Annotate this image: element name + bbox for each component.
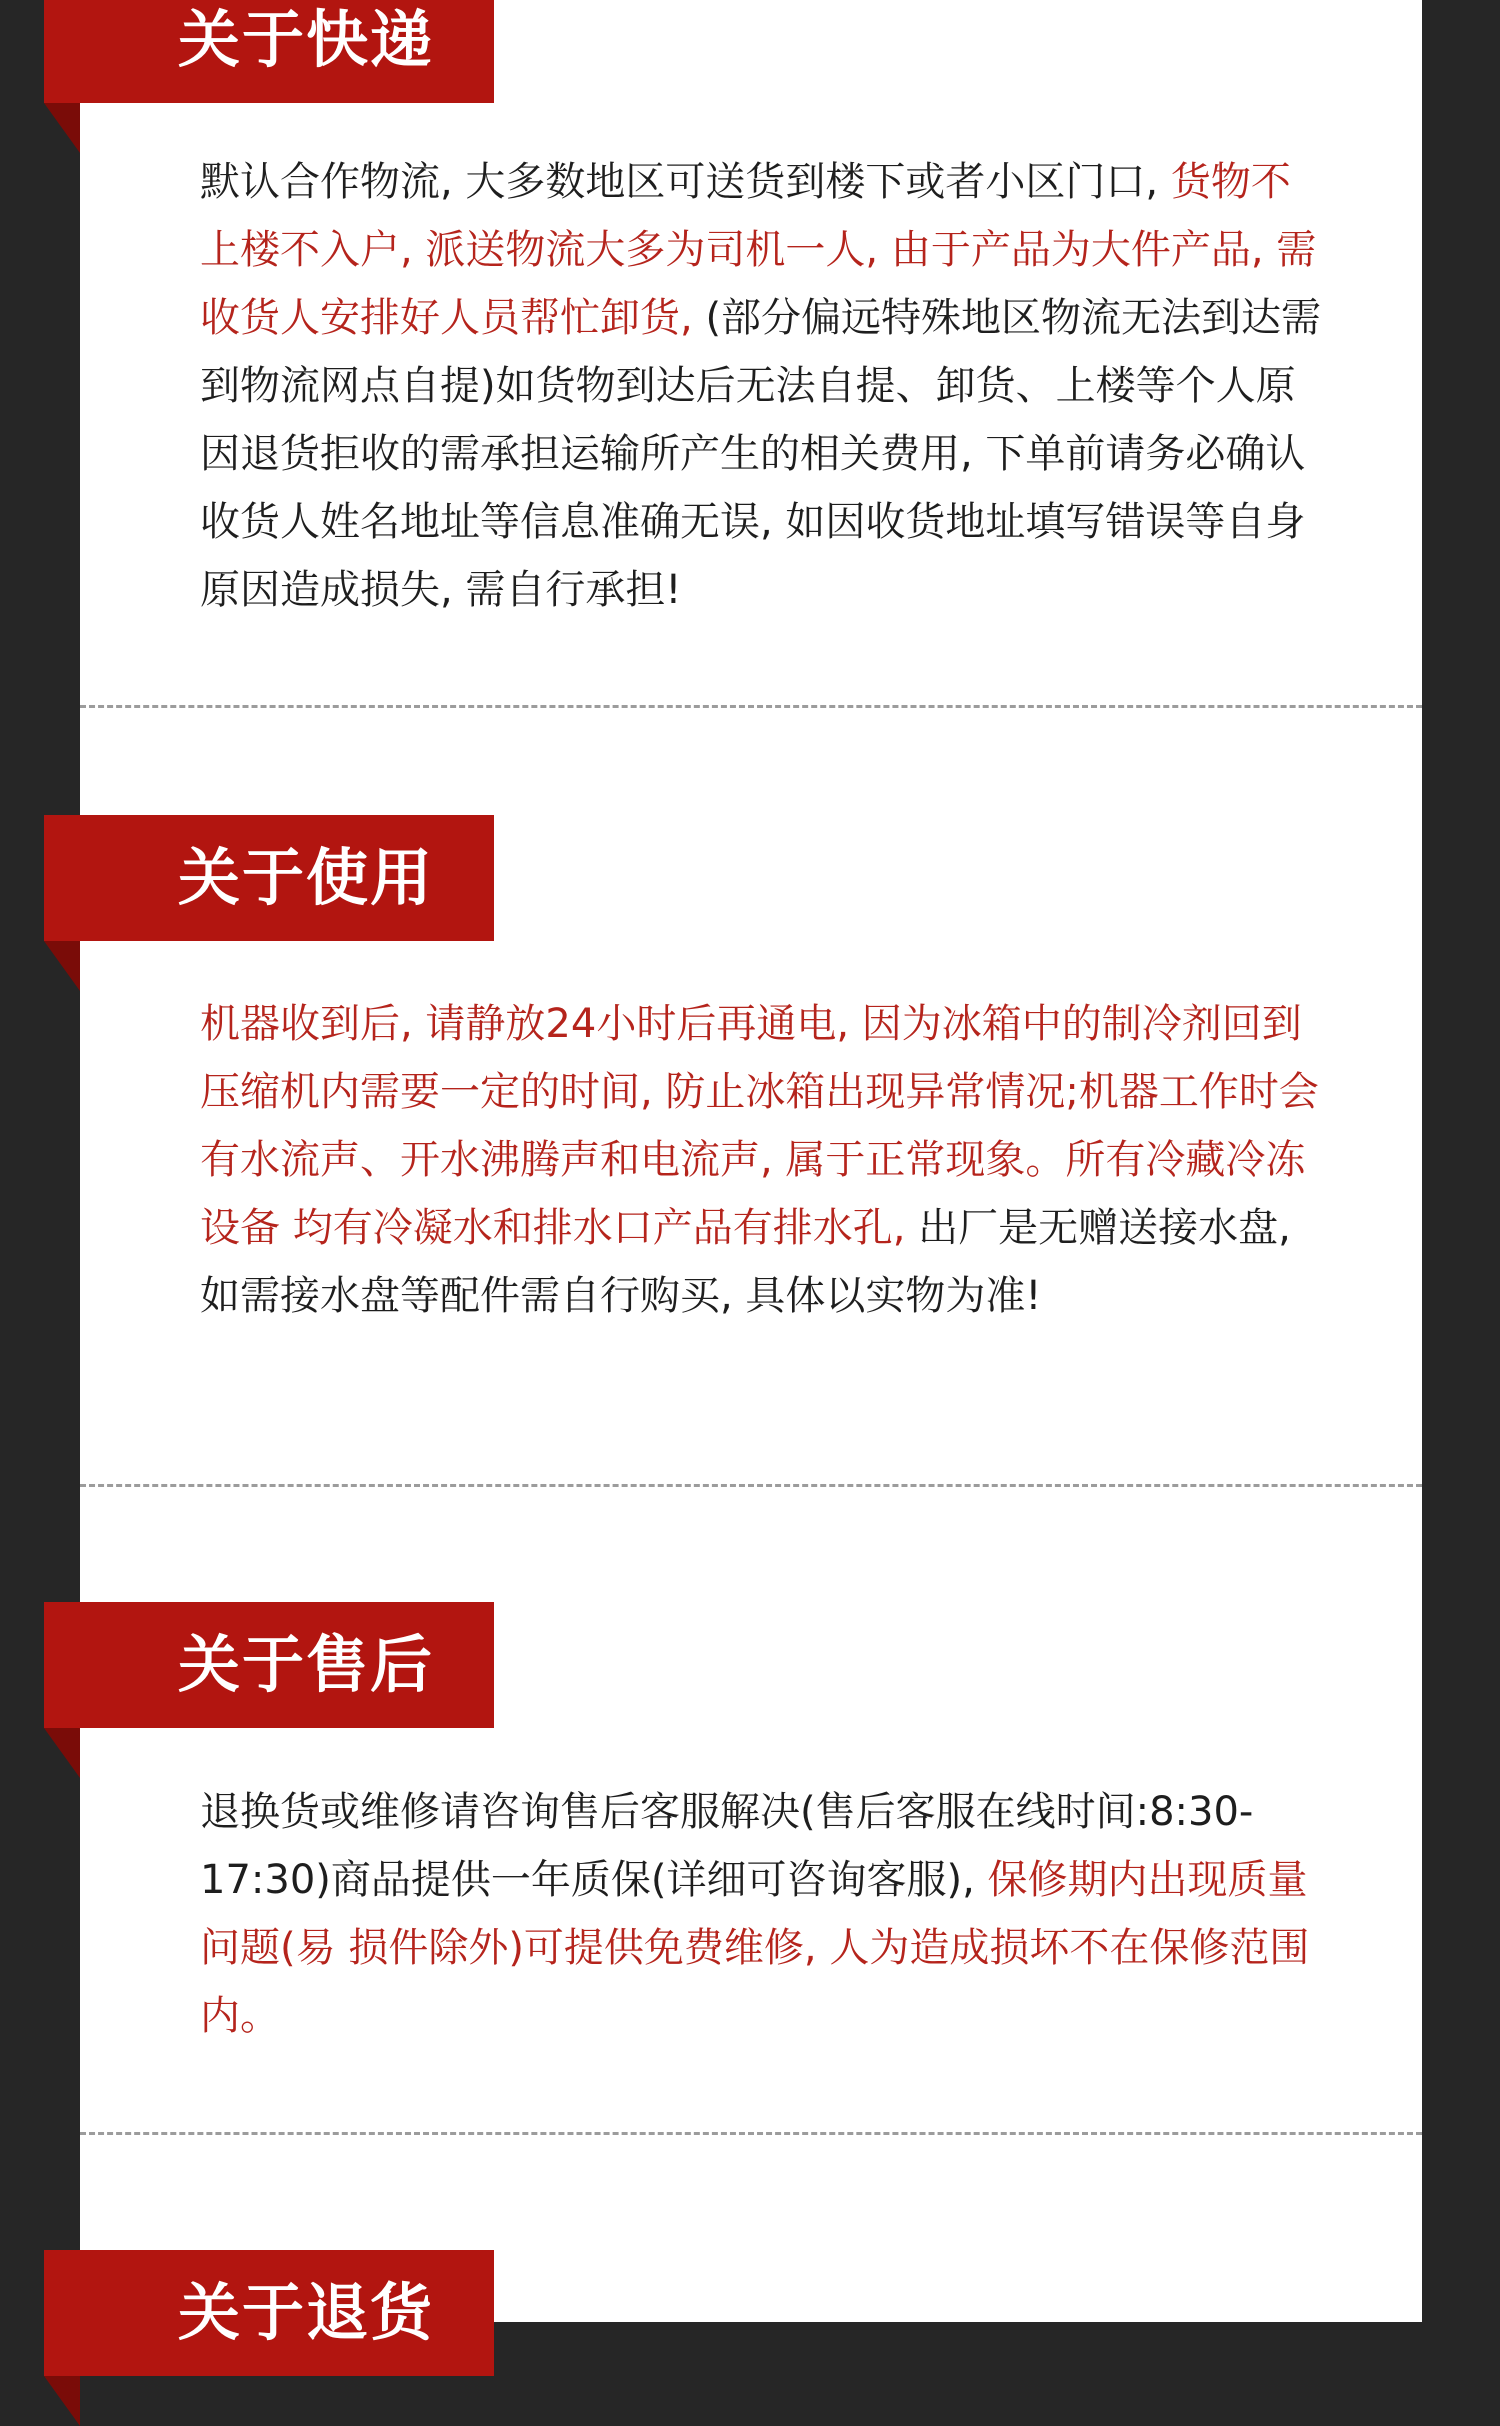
section-header-returns: [44, 2250, 494, 2376]
section-title-usage: 关于使用: [178, 841, 435, 914]
section-title-delivery: 关于快递: [178, 3, 435, 76]
usage-text-1: 机器收到后, 请静放24小时后再通电, 因为冰箱中的制冷剂回到压缩机内需要一定的时间, 防止冰箱出现异常情况;机器工作时会有水流声、开水沸腾声和电流声, 属于正常现象。所有冷藏冷冻设备 均有冷凝水和排水口产品有排水孔,: [200, 1001, 1319, 1251]
after-sales-text-1: 退换货或维修请咨询售后客服解决(售后客服在线时间:8:30-17:30)商品提供一年质保(详细可咨询客服),: [200, 1789, 1254, 1903]
delivery-text-2: 货物不上楼不入户, 派送物流大多为司机一人, 由于产品为大件产品, 需收货人安排好人员帮忙卸货,: [200, 159, 1317, 341]
delivery-text-3: (部分偏远特殊地区物流无法到达需到物流网点自提)如货物到达后无法自提、卸货、上楼等个人原因退货拒收的需承担运输所产生的相关费用, 下单前请务必确认收货人姓名地址等信息准确无误, 如因收货地址填写错误等自身原因造成损失, 需自行承担!: [200, 295, 1322, 613]
section-body-usage: [200, 990, 1330, 1330]
section-header-after-sales: [44, 1602, 494, 1728]
section-title-after-sales: 关于售后: [178, 1628, 435, 1701]
section-title-returns: 关于退货: [178, 2276, 435, 2349]
section-divider: [80, 2132, 1422, 2135]
section-divider: [80, 1484, 1422, 1487]
section-divider: [80, 705, 1422, 708]
section-header-delivery: [44, 0, 494, 103]
after-sales-text-2: 保修期内出现质量问题(易 损件除外)可提供免费维修, 人为造成损坏不在保修范围内。: [200, 1857, 1310, 2039]
usage-text-2: 出厂是无赠送接水盘, 如需接水盘等配件需自行购买, 具体以实物为准!: [200, 1205, 1291, 1319]
section-body-after-sales: [200, 1778, 1330, 2050]
section-header-usage: [44, 815, 494, 941]
section-body-delivery: [200, 148, 1330, 624]
delivery-text-1: 默认合作物流, 大多数地区可送货到楼下或者小区门口,: [200, 159, 1171, 205]
